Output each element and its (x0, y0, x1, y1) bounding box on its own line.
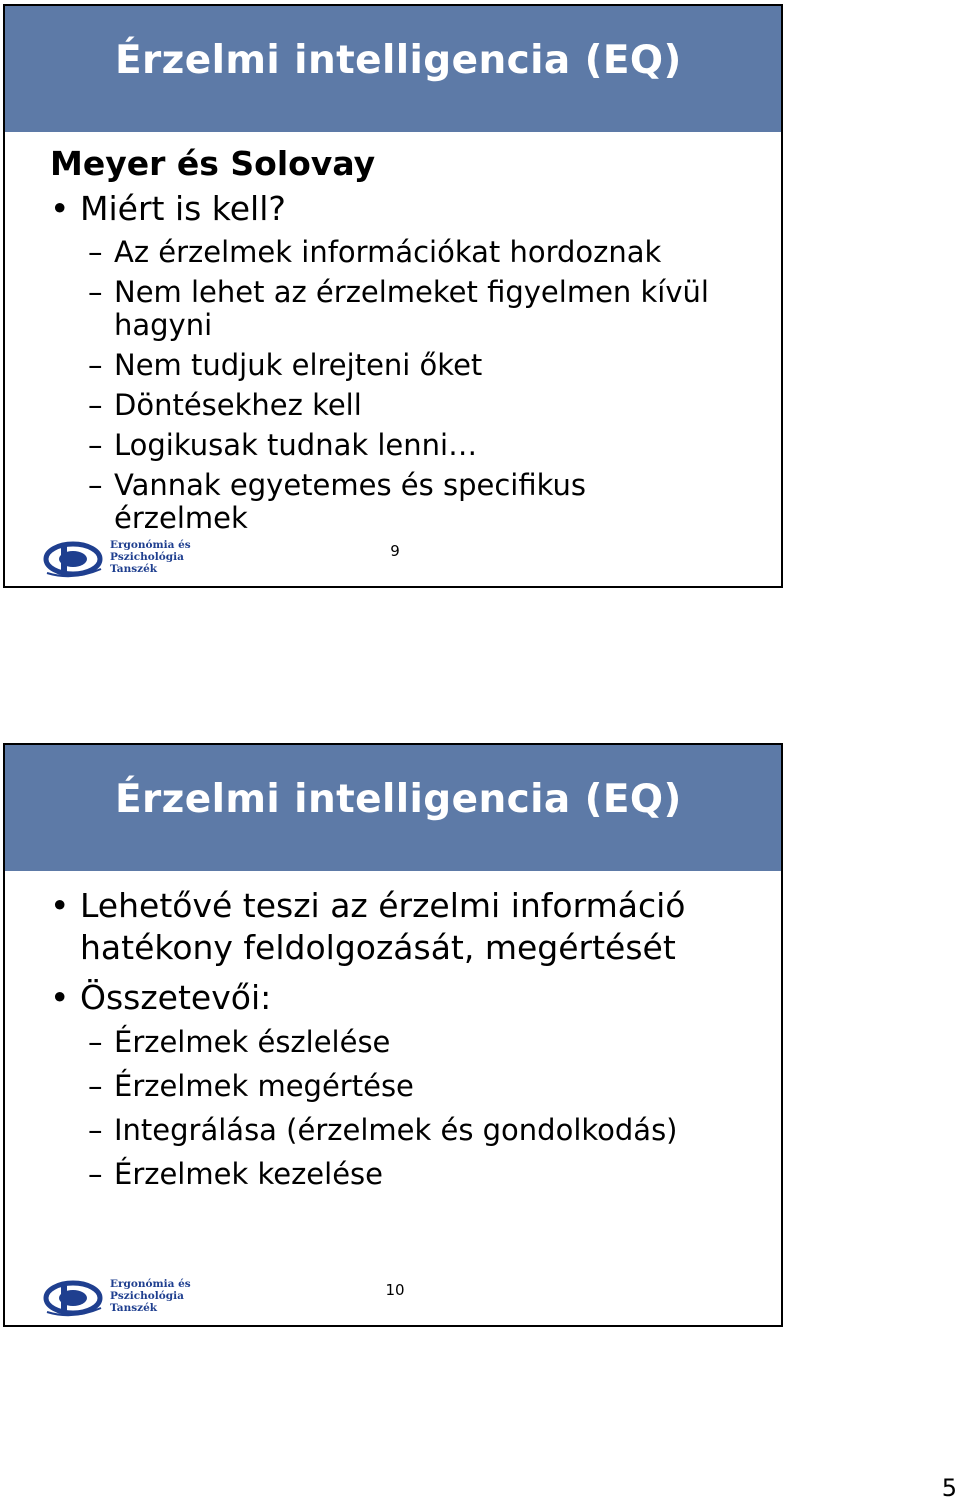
sub-item-text: Integrálása (érzelmek és gondolkodás) (114, 1113, 678, 1147)
slide-title-bar (5, 6, 781, 132)
document-page-number: 5 (941, 1474, 957, 1502)
slide-10 (3, 743, 783, 1327)
dash-marker: – (88, 468, 103, 502)
dash-marker: – (88, 348, 103, 382)
slide-title: Érzelmi intelligencia (EQ) (115, 777, 682, 822)
dash-marker: – (88, 275, 103, 309)
slide-heading: Meyer és Solovay (50, 144, 376, 183)
dash-marker: – (88, 1069, 103, 1103)
bullet-dot: • (50, 886, 70, 925)
sub-item-text: Érzelmek kezelése (114, 1157, 383, 1191)
slide-title: Érzelmi intelligencia (EQ) (115, 38, 682, 83)
slide-page-number: 10 (385, 1281, 405, 1299)
department-logo (43, 1278, 193, 1320)
department-logo (43, 539, 193, 581)
sub-item-text: Érzelmek észlelése (114, 1025, 391, 1059)
sub-item-text: Az érzelmek információkat hordoznak (114, 235, 662, 269)
slide-page-number: 9 (390, 542, 400, 560)
sub-item-text: Vannak egyetemes és specifikus érzelmek (114, 468, 586, 535)
logo-text: Ergonómia és Pszichológia Tanszék (110, 539, 191, 575)
bullet-dot: • (50, 978, 70, 1017)
bullet-text: Összetevői: (80, 978, 272, 1017)
logo-text: Ergonómia és Pszichológia Tanszék (110, 1278, 191, 1314)
slide-9 (3, 4, 783, 588)
dash-marker: – (88, 1113, 103, 1147)
department-logo-icon (43, 539, 107, 579)
sub-item-text: Érzelmek megértése (114, 1069, 414, 1103)
dash-marker: – (88, 1157, 103, 1191)
bullet-text: Miért is kell? (80, 189, 286, 228)
dash-marker: – (88, 428, 103, 462)
sub-item-text: Logikusak tudnak lenni… (114, 428, 478, 462)
bullet-dot: • (50, 189, 70, 228)
dash-marker: – (88, 235, 103, 269)
sub-item-text: Nem tudjuk elrejteni őket (114, 348, 483, 382)
sub-item-text: Nem lehet az érzelmeket figyelmen kívül hagyni (114, 275, 709, 342)
slide-title-bar (5, 745, 781, 871)
dash-marker: – (88, 1025, 103, 1059)
dash-marker: – (88, 388, 103, 422)
bullet-text: Lehetővé teszi az érzelmi információ hatékony feldolgozását, megértését (80, 886, 686, 967)
sub-item-text: Döntésekhez kell (114, 388, 362, 422)
department-logo-icon (43, 1278, 107, 1318)
